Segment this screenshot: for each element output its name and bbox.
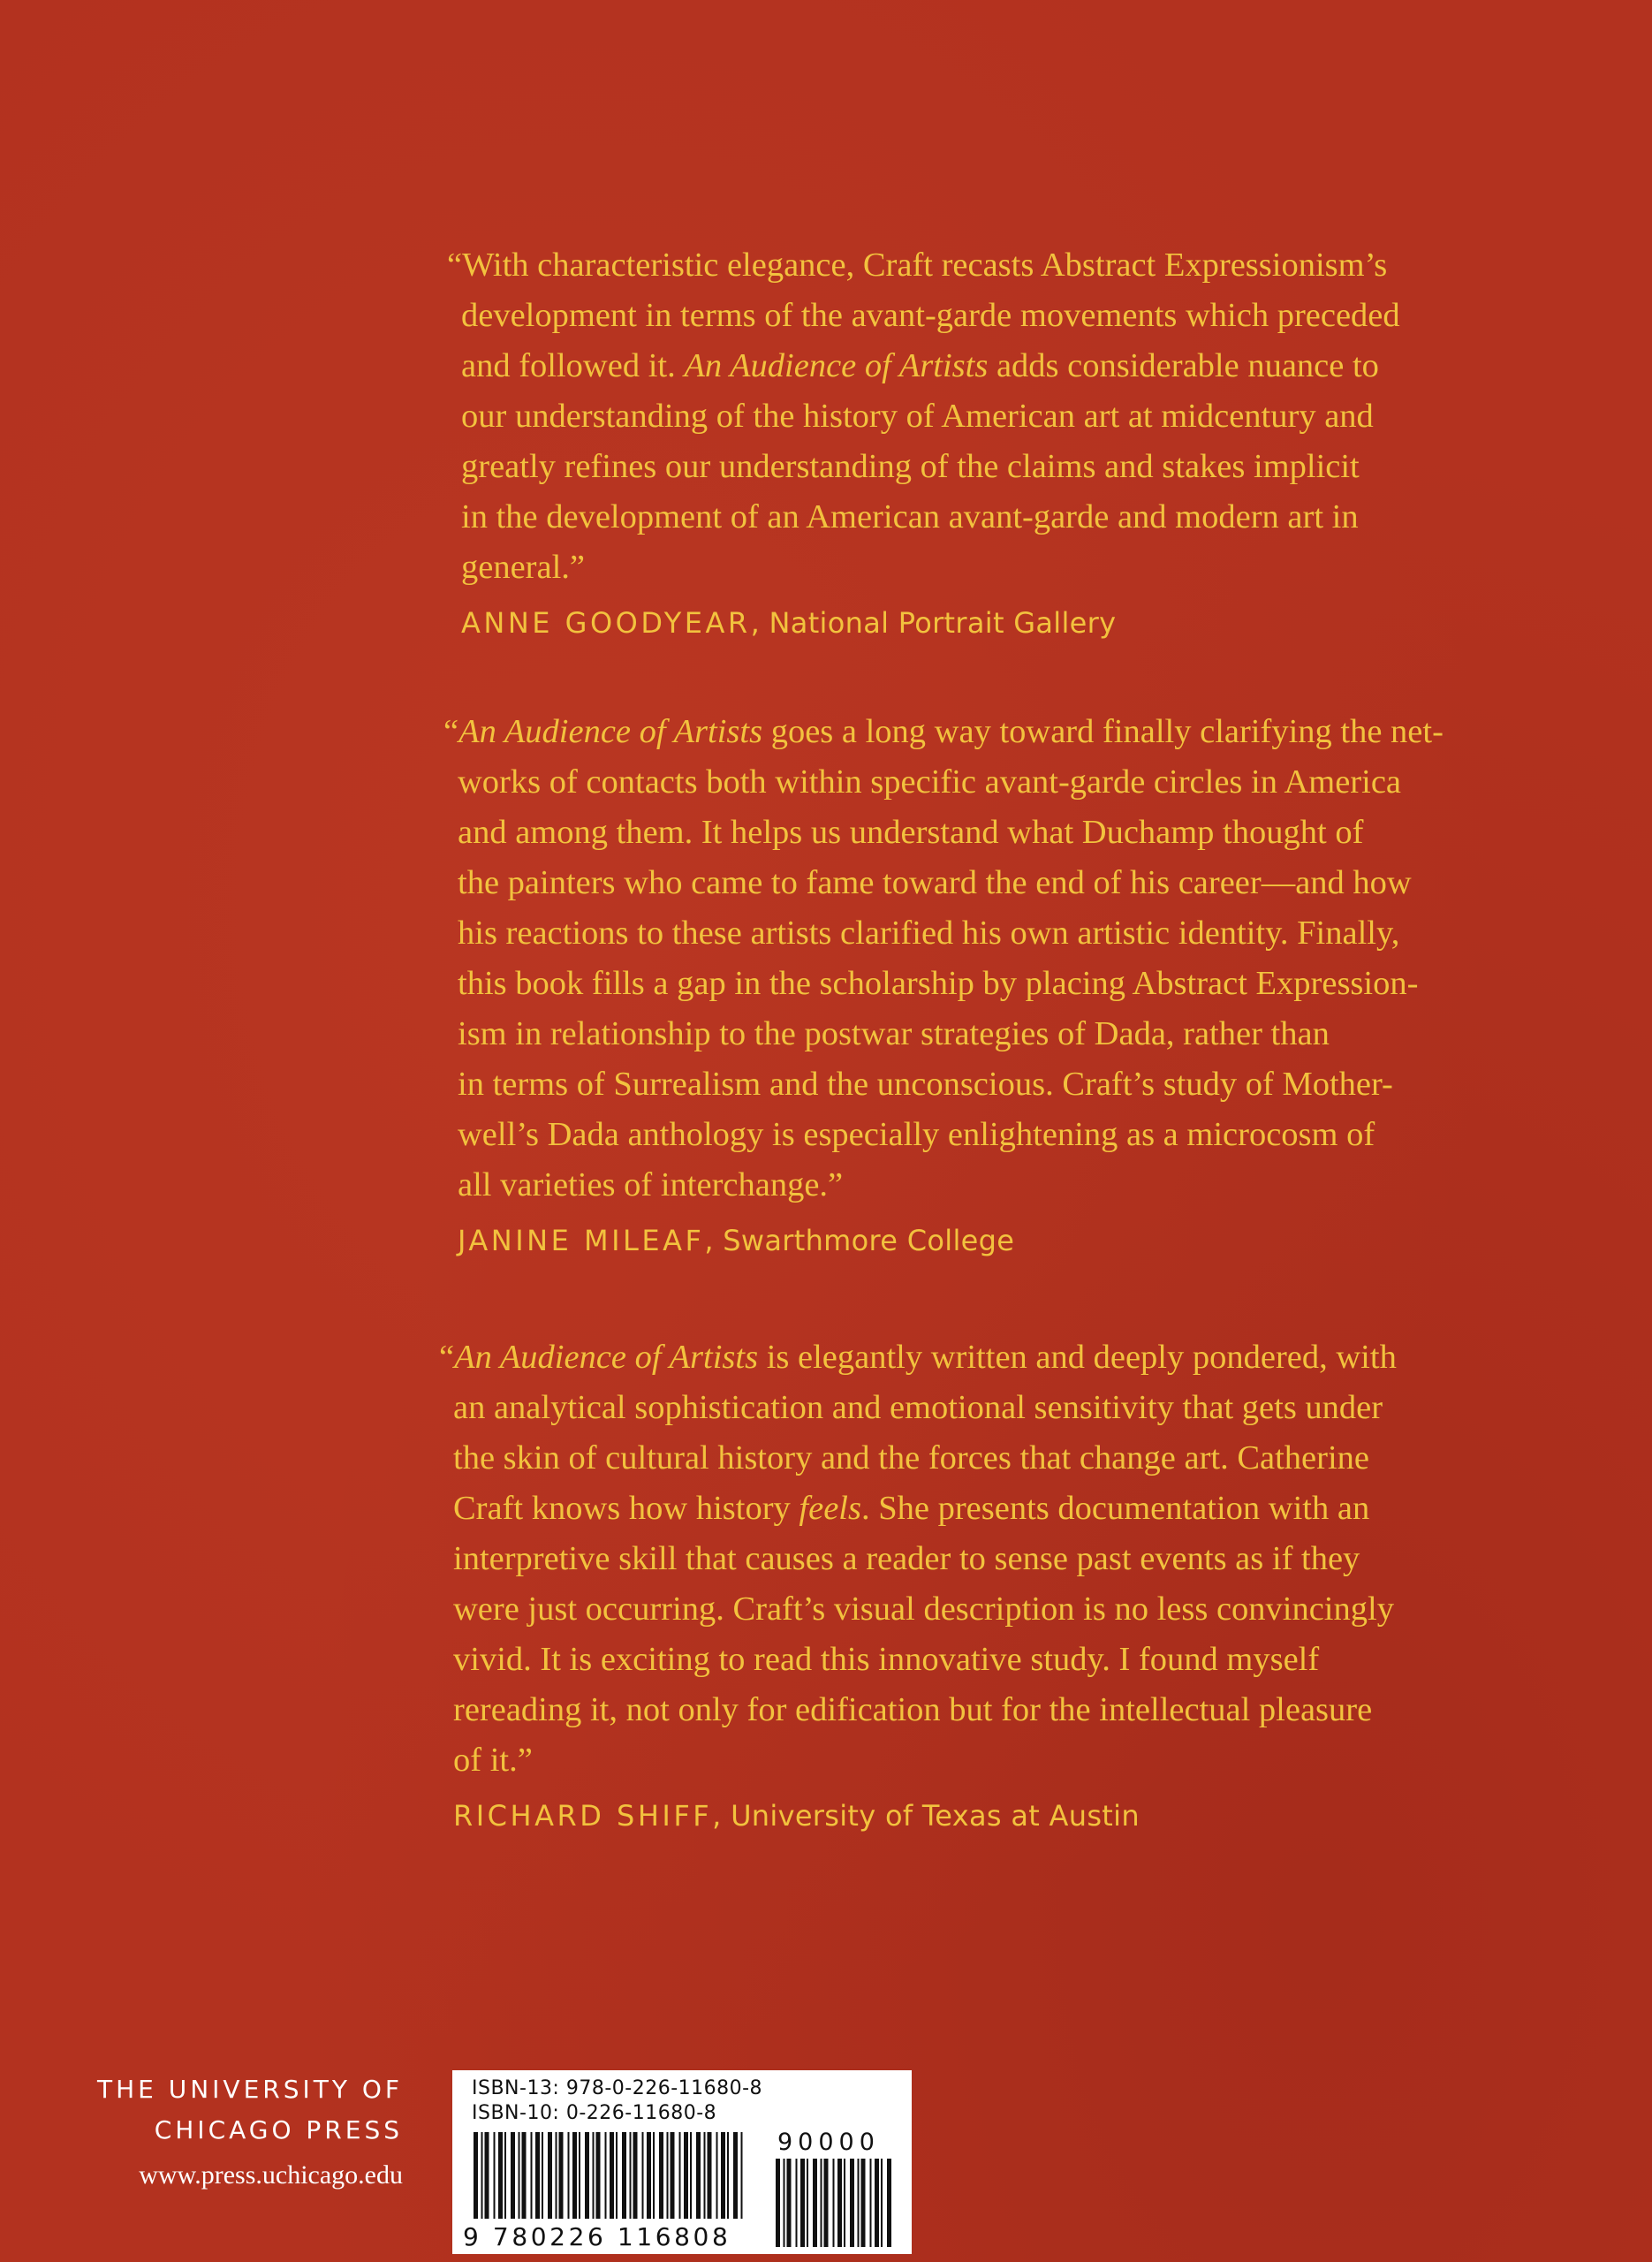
publisher-name-line-1: THE UNIVERSITY OF (96, 2075, 403, 2104)
quote-line: “With characteristic elegance, Craft recasts Abstract Expressionism’s (447, 247, 1388, 284)
barcode-bar (605, 2132, 607, 2219)
barcode-bar (585, 2132, 589, 2219)
isbn-10: ISBN-10: 0-226-11680-8 (472, 2102, 717, 2124)
reviewer-name: JANINE MILEAF (458, 1224, 705, 1257)
barcode-bar (704, 2132, 706, 2219)
blurb-mileaf (443, 707, 1509, 1258)
barcode-bar (813, 2159, 817, 2247)
quote-line: and among them. It helps us understand what Duchamp thought of (458, 814, 1364, 851)
barcode-bar (741, 2132, 743, 2219)
reviewer-affiliation: , University of Texas at Austin (712, 1799, 1140, 1833)
barcode-bar (556, 2132, 557, 2219)
reviewer-name: ANNE GOODYEAR (461, 606, 751, 640)
barcode-bar (671, 2132, 675, 2219)
barcode-bar (511, 2132, 515, 2219)
quote-line: “An Audience of Artists is elegantly written and deeply pondered, with (439, 1339, 1397, 1376)
isbn-13: ISBN-13: 978-0-226-11680-8 (472, 2077, 763, 2099)
quote-line: of it.” (453, 1742, 533, 1779)
barcode-bar (821, 2159, 822, 2247)
barcode-bar (474, 2132, 478, 2219)
barcode-bar (633, 2132, 638, 2219)
blurb-attribution (461, 605, 1512, 641)
quote-line: his reactions to these artists clarified his own artistic identity. Finally, (458, 915, 1400, 952)
blurb-shiff (439, 1332, 1504, 1833)
barcode-bar (784, 2159, 785, 2247)
barcode-bar (647, 2132, 651, 2219)
barcode-bar (875, 2159, 879, 2247)
italic-title: An Audience of Artists (454, 1339, 759, 1376)
barcode-bar (531, 2132, 533, 2219)
barcode-bar (837, 2159, 842, 2247)
barcode-bar (727, 2132, 729, 2219)
quote-line: greatly refines our understanding of the claims and stakes implicit (461, 448, 1360, 485)
barcode-bar (572, 2132, 577, 2219)
barcode-bar (800, 2159, 805, 2247)
quote-line: works of contacts both within specific avant-garde circles in America (458, 763, 1401, 801)
barcode-bar (861, 2159, 866, 2247)
barcode-bar (579, 2132, 580, 2219)
quote-line: our understanding of the history of American art at midcentury and (461, 398, 1374, 435)
barcode-digits: 9 780226 116808 (463, 2222, 731, 2251)
barcode-bar (824, 2159, 829, 2247)
quote-line: well’s Dada anthology is especially enlightening as a microcosm of (458, 1116, 1375, 1153)
isbn-barcode (452, 2070, 912, 2254)
quote-line: development in terms of the avant-garde movements which preceded (461, 297, 1400, 334)
barcode-bar (787, 2159, 792, 2247)
quote-line: an analytical sophistication and emotional sensitivity that gets under (453, 1389, 1383, 1426)
quote-line: interpretive skill that causes a reader to sense past events as if they (453, 1540, 1360, 1577)
barcode-bar (559, 2132, 564, 2219)
italic-title: An Audience of Artists (684, 347, 989, 384)
reviewer-name: RICHARD SHIFF (453, 1799, 713, 1833)
barcode-bar (622, 2132, 626, 2219)
quote-line: general.” (461, 549, 585, 586)
italic-title: feels (799, 1490, 861, 1527)
barcode-bar (796, 2159, 798, 2247)
barcode-bar (696, 2132, 701, 2219)
blurb-attribution (453, 1798, 1504, 1833)
barcode-bar (881, 2159, 883, 2247)
blurb-quote (439, 1332, 1504, 1786)
quote-line: the skin of cultural history and the forces that change art. Catherine (453, 1439, 1369, 1476)
barcode-bar (653, 2132, 655, 2219)
quote-line: ism in relationship to the postwar strategies of Dada, rather than (458, 1015, 1330, 1052)
barcode-bar (716, 2132, 718, 2219)
italic-title: An Audience of Artists (458, 713, 763, 750)
barcode-bar (548, 2132, 552, 2219)
barcode-bar (844, 2159, 845, 2247)
quote-line: were just occurring. Craft’s visual description is no less convincingly (453, 1590, 1394, 1628)
barcode-bar (519, 2132, 520, 2219)
barcode-bar (721, 2132, 725, 2219)
barcode-bar (887, 2159, 891, 2247)
barcode-bar (807, 2159, 808, 2247)
quote-line: all varieties of interchange.” (458, 1166, 844, 1203)
barcode-bar (659, 2132, 663, 2219)
barcode-bar (610, 2132, 614, 2219)
barcode-bar (850, 2159, 854, 2247)
barcode-bar (776, 2159, 780, 2247)
barcode-bar (690, 2132, 692, 2219)
barcode-bar (833, 2159, 835, 2247)
blurb-quote (447, 240, 1512, 593)
barcode-bar (733, 2132, 738, 2219)
barcode-bar (642, 2132, 644, 2219)
barcode-bar (858, 2159, 860, 2247)
quote-line: “An Audience of Artists goes a long way toward finally clarifying the net- (443, 713, 1444, 750)
barcode-bar (870, 2159, 872, 2247)
barcode-bar (596, 2132, 601, 2219)
reviewer-affiliation: , Swarthmore College (704, 1224, 1015, 1257)
barcode-bar (504, 2132, 506, 2219)
barcode-bar (535, 2132, 540, 2219)
blurb-quote (443, 707, 1509, 1211)
barcode-bar (485, 2132, 489, 2219)
quote-line: this book fills a gap in the scholarship by placing Abstract Expression- (458, 965, 1419, 1002)
publisher-imprint (53, 2069, 403, 2197)
blurb-goodyear (447, 240, 1512, 641)
quote-line: rereading it, not only for edification but for the intellectual pleasure (453, 1691, 1373, 1728)
barcode-bar (568, 2132, 570, 2219)
publisher-url: www.press.uchicago.edu (139, 2160, 403, 2190)
publisher-name-line-2: CHICAGO PRESS (154, 2115, 403, 2144)
quote-line: and followed it. An Audience of Artists adds considerable nuance to (461, 347, 1379, 384)
barcode-bar (684, 2132, 688, 2219)
barcode-bar (498, 2132, 503, 2219)
barcode-bar (630, 2132, 632, 2219)
barcode-bar (522, 2132, 527, 2219)
reviewer-affiliation: , National Portrait Gallery (750, 606, 1117, 640)
barcode-bar (593, 2132, 595, 2219)
barcode-bar (708, 2132, 712, 2219)
barcode-bar (542, 2132, 543, 2219)
barcode-bar (481, 2132, 483, 2219)
quote-line: the painters who came to fame toward the end of his career—and how (458, 864, 1412, 901)
price-code: 90000 (777, 2129, 880, 2156)
barcode-bar (494, 2132, 496, 2219)
quote-line: vivid. It is exciting to read this innovative study. I found myself (453, 1641, 1320, 1678)
barcode-bar (616, 2132, 618, 2219)
quote-line: in terms of Surrealism and the unconscious. Craft’s study of Mother- (458, 1066, 1393, 1103)
blurb-attribution (458, 1223, 1509, 1258)
quote-line: Craft knows how history feels. She presents documentation with an (453, 1490, 1370, 1527)
barcode-bar (679, 2132, 681, 2219)
barcode-bar (667, 2132, 669, 2219)
quote-line: in the development of an American avant-garde and modern art in (461, 498, 1359, 535)
